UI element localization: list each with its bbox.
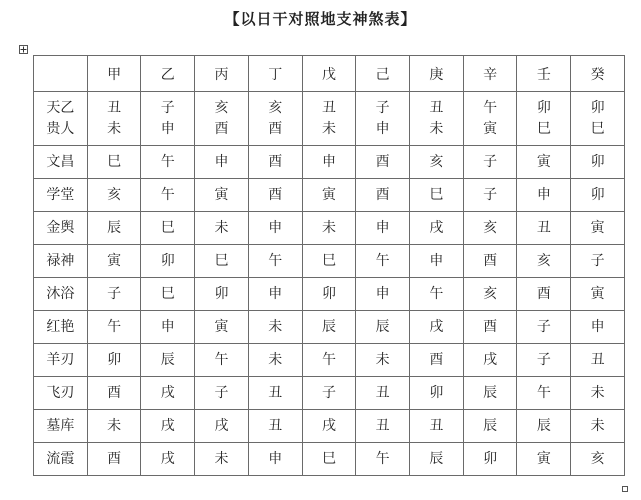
table-row (34, 278, 625, 311)
table-cell (248, 311, 302, 344)
branch-char: 戌 (160, 384, 175, 401)
table-cell (463, 92, 517, 146)
branch-char: 申 (375, 285, 390, 302)
branch-char: 戌 (160, 450, 175, 467)
table-cell (517, 179, 571, 212)
branch-char: 酉 (214, 120, 229, 137)
branch-char: 酉 (268, 186, 283, 203)
row-label-text: 学堂 (46, 186, 75, 203)
branch-char: 酉 (107, 450, 122, 467)
table-cell (356, 344, 410, 377)
table-cell (463, 443, 517, 476)
table-cell (356, 443, 410, 476)
table-cell (571, 377, 625, 410)
table-row (34, 212, 625, 245)
branch-char: 未 (429, 120, 444, 137)
branch-char: 戌 (483, 351, 498, 368)
branch-char: 申 (268, 450, 283, 467)
table-cell (141, 377, 195, 410)
branch-char: 子 (483, 153, 498, 170)
table-cell (302, 212, 356, 245)
row-label-cell (34, 146, 88, 179)
branch-char: 丑 (268, 384, 283, 401)
branch-char: 亥 (536, 252, 551, 269)
table-title: 【以日干对照地支神煞表】 (224, 10, 417, 28)
branch-char: 卯 (107, 351, 122, 368)
branch-char: 午 (107, 318, 122, 335)
table-cell (195, 377, 249, 410)
branch-char: 卯 (321, 285, 336, 302)
branch-char: 卯 (160, 252, 175, 269)
table-cell (356, 278, 410, 311)
branch-char: 巳 (321, 450, 336, 467)
branch-char: 亥 (214, 99, 229, 116)
branch-char: 未 (268, 318, 283, 335)
branch-char: 申 (268, 219, 283, 236)
table-cell (410, 410, 464, 443)
table-cell (517, 311, 571, 344)
table-cell (410, 344, 464, 377)
branch-char: 辰 (483, 384, 498, 401)
table-row (34, 311, 625, 344)
branch-char: 寅 (321, 186, 336, 203)
table-cell (517, 377, 571, 410)
branch-char: 子 (321, 384, 336, 401)
table-cell (356, 212, 410, 245)
column-header: 壬 (517, 56, 571, 92)
table-resize-handle[interactable] (622, 486, 628, 492)
branch-char: 丑 (429, 99, 444, 116)
branch-char: 午 (160, 153, 175, 170)
branch-char: 未 (214, 450, 229, 467)
branch-char: 巳 (214, 252, 229, 269)
row-label-text: 金舆 (46, 219, 75, 236)
table-cell (141, 179, 195, 212)
table-cell (517, 245, 571, 278)
table-cell (356, 92, 410, 146)
branch-char: 寅 (590, 219, 605, 236)
branch-char: 卯 (590, 153, 605, 170)
table-cell (87, 311, 141, 344)
table-cell (463, 179, 517, 212)
branch-char: 寅 (536, 153, 551, 170)
table-cell (248, 344, 302, 377)
table-cell (141, 410, 195, 443)
row-label-cell (34, 212, 88, 245)
table-cell (517, 344, 571, 377)
table-cell (463, 344, 517, 377)
branch-char: 申 (429, 252, 444, 269)
branch-char: 未 (107, 120, 122, 137)
table-cell (463, 278, 517, 311)
branch-char: 酉 (483, 252, 498, 269)
branch-char: 亥 (483, 219, 498, 236)
branch-char: 巳 (321, 252, 336, 269)
row-label-text: 墓库 (46, 417, 75, 434)
branch-char: 戌 (321, 417, 336, 434)
branch-char: 酉 (483, 318, 498, 335)
table-cell (571, 278, 625, 311)
table-cell (248, 179, 302, 212)
table-cell (87, 146, 141, 179)
table-cell (517, 92, 571, 146)
branch-char: 卯 (536, 99, 551, 116)
table-cell (195, 344, 249, 377)
table-cell (356, 410, 410, 443)
table-cell (410, 443, 464, 476)
branch-char: 酉 (107, 384, 122, 401)
branch-char: 未 (590, 417, 605, 434)
table-cell (87, 179, 141, 212)
table-cell (410, 92, 464, 146)
branch-char: 卯 (483, 450, 498, 467)
branch-char: 卯 (429, 384, 444, 401)
branch-char: 戌 (214, 417, 229, 434)
branch-char: 寅 (483, 120, 498, 137)
table-cell (302, 410, 356, 443)
table-cell (463, 212, 517, 245)
branch-char: 寅 (590, 285, 605, 302)
table-cell (141, 92, 195, 146)
branch-char: 未 (590, 384, 605, 401)
table-cell (248, 278, 302, 311)
branch-char: 申 (375, 219, 390, 236)
branch-char: 午 (483, 99, 498, 116)
table-cell (248, 92, 302, 146)
row-label-text: 文昌 (46, 153, 75, 170)
branch-char: 未 (214, 219, 229, 236)
table-cell (356, 245, 410, 278)
branch-char: 酉 (375, 186, 390, 203)
table-body (34, 92, 625, 476)
table-cell (195, 92, 249, 146)
branch-char: 酉 (536, 285, 551, 302)
branch-char: 子 (590, 252, 605, 269)
row-label-text: 红艳 (46, 318, 75, 335)
row-label-text: 贵人 (46, 120, 75, 137)
column-header: 庚 (410, 56, 464, 92)
branch-char: 午 (536, 384, 551, 401)
table-cell (141, 443, 195, 476)
table-cell (141, 344, 195, 377)
header-row (34, 56, 625, 92)
table-cell (571, 92, 625, 146)
table-cell (87, 212, 141, 245)
shensha-table (33, 55, 625, 476)
branch-char: 丑 (375, 384, 390, 401)
branch-char: 未 (375, 351, 390, 368)
column-header: 辛 (463, 56, 517, 92)
branch-char: 未 (321, 120, 336, 137)
table-row (34, 377, 625, 410)
table-row (34, 410, 625, 443)
branch-char: 辰 (160, 351, 175, 368)
corner-cell (34, 56, 88, 92)
table-move-handle-icon[interactable] (19, 45, 28, 54)
table-cell (141, 278, 195, 311)
branch-char: 子 (536, 351, 551, 368)
row-label-text: 流霞 (46, 450, 75, 467)
table-cell (248, 146, 302, 179)
table-cell (571, 245, 625, 278)
branch-char: 卯 (590, 99, 605, 116)
branch-char: 辰 (375, 318, 390, 335)
branch-char: 午 (375, 252, 390, 269)
table-cell (302, 443, 356, 476)
table-cell (248, 410, 302, 443)
branch-char: 戌 (429, 318, 444, 335)
table-cell (463, 146, 517, 179)
branch-char: 午 (214, 351, 229, 368)
branch-char: 子 (160, 99, 175, 116)
column-header: 丁 (248, 56, 302, 92)
row-label-cell (34, 443, 88, 476)
table-cell (87, 245, 141, 278)
branch-char: 丑 (107, 99, 122, 116)
branch-char: 未 (321, 219, 336, 236)
branch-char: 辰 (107, 219, 122, 236)
row-label-text: 羊刃 (46, 351, 75, 368)
table-cell (302, 179, 356, 212)
row-label-cell (34, 278, 88, 311)
table-cell (410, 311, 464, 344)
branch-char: 未 (268, 351, 283, 368)
row-label-text: 禄神 (46, 252, 75, 269)
table-cell (195, 146, 249, 179)
column-header: 戊 (302, 56, 356, 92)
row-label-cell (34, 92, 88, 146)
branch-char: 寅 (107, 252, 122, 269)
table-cell (141, 212, 195, 245)
table-cell (195, 311, 249, 344)
branch-char: 酉 (268, 120, 283, 137)
row-label-text: 天乙 (46, 99, 75, 116)
branch-char: 巳 (536, 120, 551, 137)
table-cell (356, 179, 410, 212)
table-cell (571, 146, 625, 179)
branch-char: 辰 (429, 450, 444, 467)
table-cell (195, 443, 249, 476)
table-cell (302, 377, 356, 410)
branch-char: 申 (321, 153, 336, 170)
table-row (34, 344, 625, 377)
column-header: 癸 (571, 56, 625, 92)
branch-char: 丑 (429, 417, 444, 434)
column-header: 甲 (87, 56, 141, 92)
table-cell (517, 278, 571, 311)
branch-char: 酉 (268, 153, 283, 170)
branch-char: 子 (107, 285, 122, 302)
table-cell (410, 146, 464, 179)
branch-char: 申 (268, 285, 283, 302)
branch-char: 午 (268, 252, 283, 269)
branch-char: 申 (160, 318, 175, 335)
table-cell (410, 212, 464, 245)
branch-char: 未 (107, 417, 122, 434)
table-cell (410, 245, 464, 278)
branch-char: 巳 (160, 219, 175, 236)
branch-char: 午 (321, 351, 336, 368)
table-cell (356, 377, 410, 410)
branch-char: 亥 (483, 285, 498, 302)
table-cell (517, 146, 571, 179)
table-cell (463, 377, 517, 410)
table-row (34, 146, 625, 179)
table-cell (463, 245, 517, 278)
table-cell (410, 377, 464, 410)
table-cell (571, 443, 625, 476)
column-header: 己 (356, 56, 410, 92)
table-cell (410, 179, 464, 212)
row-label-cell (34, 377, 88, 410)
table-cell (195, 179, 249, 212)
table-cell (87, 377, 141, 410)
table-cell (463, 311, 517, 344)
table-cell (87, 92, 141, 146)
branch-char: 辰 (321, 318, 336, 335)
table-row (34, 443, 625, 476)
table-cell (248, 245, 302, 278)
branch-char: 丑 (590, 351, 605, 368)
table-cell (248, 212, 302, 245)
table-cell (517, 212, 571, 245)
branch-char: 亥 (429, 153, 444, 170)
table-cell (87, 344, 141, 377)
branch-char: 申 (536, 186, 551, 203)
branch-char: 戌 (429, 219, 444, 236)
table-cell (141, 311, 195, 344)
branch-char: 申 (590, 318, 605, 335)
column-header: 乙 (141, 56, 195, 92)
table-cell (87, 443, 141, 476)
branch-char: 巳 (107, 153, 122, 170)
branch-char: 丑 (375, 417, 390, 434)
branch-char: 亥 (107, 186, 122, 203)
table-cell (571, 344, 625, 377)
row-label-text: 飞刃 (46, 384, 75, 401)
table-cell (248, 443, 302, 476)
branch-char: 申 (160, 120, 175, 137)
table-cell (141, 146, 195, 179)
table-cell (517, 410, 571, 443)
table-row (34, 179, 625, 212)
row-label-cell (34, 344, 88, 377)
branch-char: 辰 (536, 417, 551, 434)
branch-char: 午 (429, 285, 444, 302)
branch-char: 巳 (429, 186, 444, 203)
table-cell (195, 410, 249, 443)
table-cell (571, 179, 625, 212)
branch-char: 寅 (214, 318, 229, 335)
row-label-text: 沐浴 (46, 285, 75, 302)
table-cell (141, 245, 195, 278)
table-cell (195, 278, 249, 311)
branch-char: 申 (214, 153, 229, 170)
row-label-cell (34, 179, 88, 212)
table-cell (571, 212, 625, 245)
table-cell (302, 311, 356, 344)
branch-char: 酉 (375, 153, 390, 170)
table-cell (410, 278, 464, 311)
table-cell (195, 245, 249, 278)
table-cell (195, 212, 249, 245)
branch-char: 丑 (536, 219, 551, 236)
column-header: 丙 (195, 56, 249, 92)
table-cell (356, 311, 410, 344)
branch-char: 申 (375, 120, 390, 137)
branch-char: 子 (214, 384, 229, 401)
row-label-cell (34, 410, 88, 443)
branch-char: 卯 (590, 186, 605, 203)
table-cell (302, 146, 356, 179)
branch-char: 子 (536, 318, 551, 335)
table-cell (356, 146, 410, 179)
row-label-cell (34, 311, 88, 344)
table-cell (87, 278, 141, 311)
table-cell (571, 311, 625, 344)
table-cell (463, 410, 517, 443)
table-cell (87, 410, 141, 443)
table-cell (248, 377, 302, 410)
branch-char: 寅 (214, 186, 229, 203)
branch-char: 酉 (429, 351, 444, 368)
branch-char: 午 (160, 186, 175, 203)
table-row (34, 245, 625, 278)
branch-char: 丑 (268, 417, 283, 434)
branch-char: 亥 (268, 99, 283, 116)
table-cell (302, 278, 356, 311)
branch-char: 子 (375, 99, 390, 116)
branch-char: 寅 (536, 450, 551, 467)
branch-char: 亥 (590, 450, 605, 467)
table-cell (517, 443, 571, 476)
branch-char: 戌 (160, 417, 175, 434)
table-cell (302, 344, 356, 377)
row-label-cell (34, 245, 88, 278)
branch-char: 午 (375, 450, 390, 467)
table-cell (302, 92, 356, 146)
branch-char: 辰 (483, 417, 498, 434)
table-row (34, 92, 625, 146)
table-cell (571, 410, 625, 443)
branch-char: 丑 (321, 99, 336, 116)
branch-char: 子 (483, 186, 498, 203)
table-cell (302, 245, 356, 278)
branch-char: 巳 (160, 285, 175, 302)
branch-char: 巳 (590, 120, 605, 137)
branch-char: 卯 (214, 285, 229, 302)
